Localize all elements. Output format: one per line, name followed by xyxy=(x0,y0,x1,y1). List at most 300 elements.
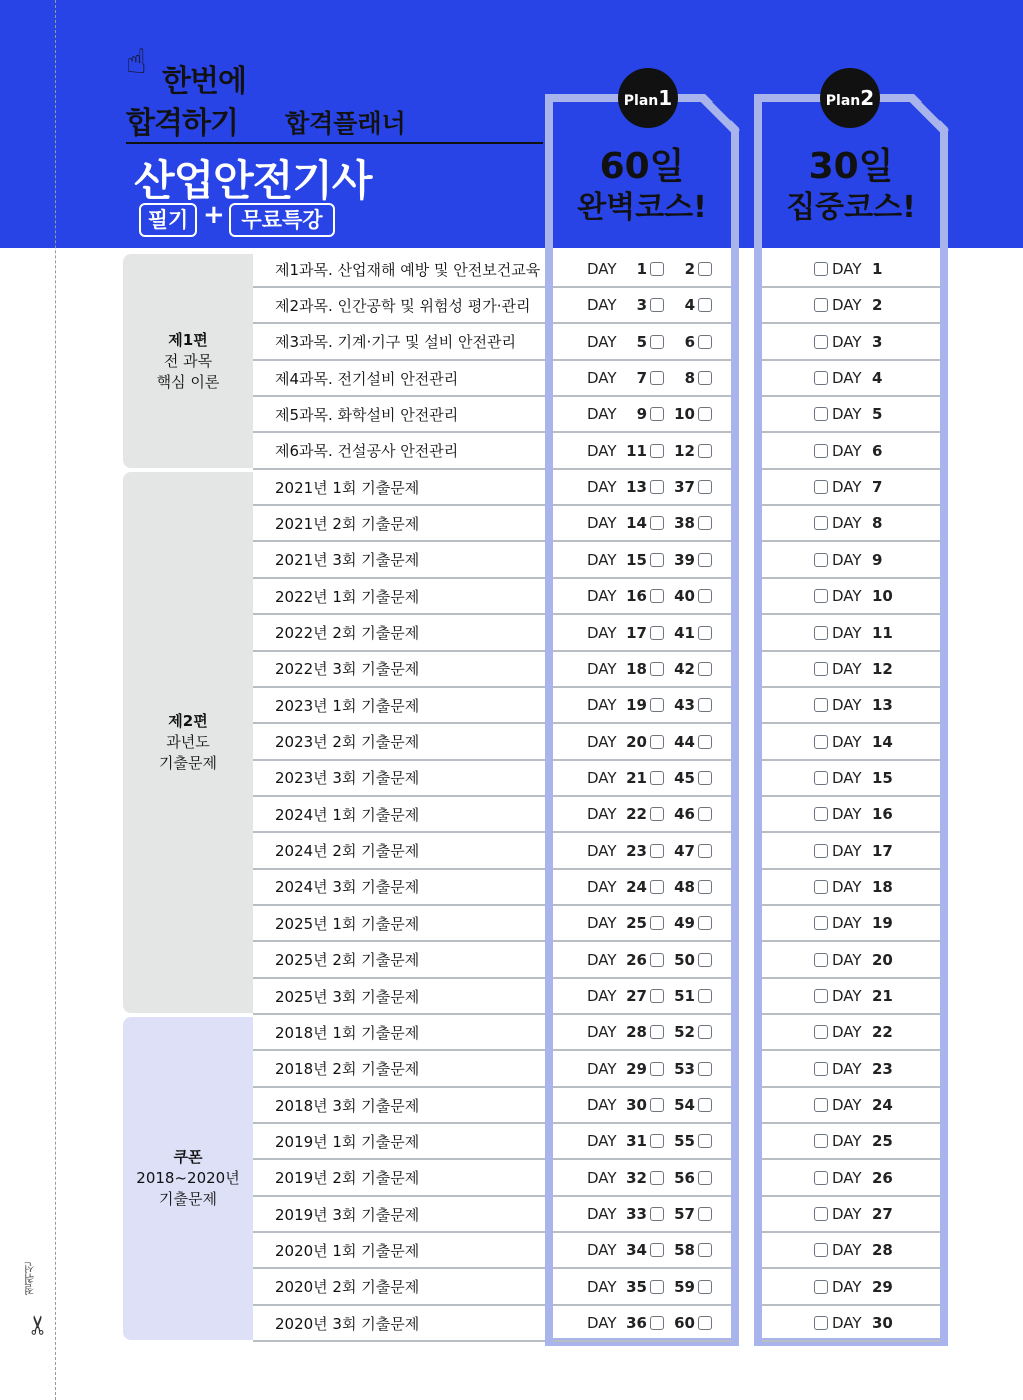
day-number: 41 xyxy=(674,623,695,642)
brand-line2: 합격하기 xyxy=(126,106,238,141)
checkbox[interactable] xyxy=(650,1280,664,1294)
day-number: 25 xyxy=(626,914,647,933)
checkbox[interactable] xyxy=(650,771,664,785)
checkbox[interactable] xyxy=(698,262,712,276)
subject-label: 제1과목. 산업재해 예방 및 안전보건교육 xyxy=(275,260,541,279)
plan2-row xyxy=(762,1233,940,1269)
plan1-row xyxy=(553,1233,731,1269)
subject-row xyxy=(253,870,545,906)
day-number: 24 xyxy=(872,1096,893,1115)
day-label: DAY xyxy=(587,914,617,933)
day-number: 60 xyxy=(674,1314,695,1333)
day-label: DAY xyxy=(587,841,617,860)
checkbox[interactable] xyxy=(698,844,712,858)
plan1-row xyxy=(553,579,731,615)
day-label: DAY xyxy=(587,1023,617,1042)
day-label: DAY xyxy=(832,1205,862,1224)
plan1-row xyxy=(553,761,731,797)
subject-label: 2019년 1회 기출문제 xyxy=(275,1132,420,1151)
day-number: 42 xyxy=(674,659,695,678)
checkbox[interactable] xyxy=(698,953,712,967)
plan2-row xyxy=(762,434,940,470)
checkbox[interactable] xyxy=(698,1280,712,1294)
day-label: DAY xyxy=(587,1096,617,1115)
day-number: 38 xyxy=(674,514,695,533)
day-label: DAY xyxy=(587,696,617,715)
checkbox[interactable] xyxy=(650,698,664,712)
day-label: DAY xyxy=(832,1277,862,1296)
checkbox[interactable] xyxy=(814,516,828,530)
checkbox[interactable] xyxy=(814,844,828,858)
plan1-row xyxy=(553,943,731,979)
day-number: 46 xyxy=(674,805,695,824)
checkbox[interactable] xyxy=(698,1207,712,1221)
subject-label: 2019년 2회 기출문제 xyxy=(275,1169,420,1188)
day-number: 28 xyxy=(626,1023,647,1042)
plan2-row xyxy=(762,397,940,433)
brand-line1: 한번에 xyxy=(162,64,246,99)
plan1-badge: Plan1 xyxy=(618,68,678,128)
checkbox[interactable] xyxy=(814,1243,828,1257)
day-label: DAY xyxy=(832,550,862,569)
day-label: DAY xyxy=(587,514,617,533)
checkbox[interactable] xyxy=(698,662,712,676)
day-number: 58 xyxy=(674,1241,695,1260)
checkbox[interactable] xyxy=(698,880,712,894)
page-title: 산업안전기사 xyxy=(134,156,372,205)
subject-label: 2019년 3회 기출문제 xyxy=(275,1205,420,1224)
subject-label: 제4과목. 전기설비 안전관리 xyxy=(275,369,459,388)
checkbox[interactable] xyxy=(650,989,664,1003)
checkbox[interactable] xyxy=(814,1134,828,1148)
checkbox[interactable] xyxy=(650,516,664,530)
checkbox[interactable] xyxy=(814,1025,828,1039)
checkbox[interactable] xyxy=(650,1316,664,1330)
day-number: 19 xyxy=(626,696,647,715)
plan1-row xyxy=(553,506,731,542)
day-number: 4 xyxy=(684,296,695,315)
plan1-title xyxy=(545,146,739,228)
plan2-row xyxy=(762,616,940,652)
plan1-row xyxy=(553,1052,731,1088)
subject-label: 2021년 3회 기출문제 xyxy=(275,551,420,570)
plan2-row xyxy=(762,1088,940,1124)
day-label: DAY xyxy=(832,841,862,860)
checkbox[interactable] xyxy=(698,989,712,1003)
subject-row xyxy=(253,834,545,870)
day-label: DAY xyxy=(587,805,617,824)
day-label: DAY xyxy=(832,914,862,933)
checkbox[interactable] xyxy=(814,371,828,385)
plan1-row xyxy=(553,1161,731,1197)
checkbox[interactable] xyxy=(650,662,664,676)
checkbox[interactable] xyxy=(650,1207,664,1221)
day-number: 39 xyxy=(674,550,695,569)
plan1-row xyxy=(553,834,731,870)
day-label: DAY xyxy=(832,696,862,715)
checkbox[interactable] xyxy=(814,335,828,349)
checkbox[interactable] xyxy=(650,298,664,312)
day-label: DAY xyxy=(587,1241,617,1260)
checkbox[interactable] xyxy=(650,553,664,567)
day-number: 6 xyxy=(872,441,883,460)
checkbox[interactable] xyxy=(814,298,828,312)
subject-label: 2025년 3회 기출문제 xyxy=(275,987,420,1006)
checkbox[interactable] xyxy=(650,1062,664,1076)
subject-row xyxy=(253,1233,545,1269)
plan2-row xyxy=(762,543,940,579)
subject-label: 2018년 3회 기출문제 xyxy=(275,1096,420,1115)
day-number: 51 xyxy=(674,987,695,1005)
checkbox[interactable] xyxy=(698,1025,712,1039)
checkbox[interactable] xyxy=(698,807,712,821)
day-number: 26 xyxy=(872,1168,893,1187)
day-label: DAY xyxy=(587,369,617,388)
day-number: 8 xyxy=(684,369,695,388)
checkbox[interactable] xyxy=(650,626,664,640)
checkbox[interactable] xyxy=(698,335,712,349)
subject-label: 2023년 2회 기출문제 xyxy=(275,733,420,752)
plus-sign: + xyxy=(203,200,225,230)
subject-row xyxy=(253,943,545,979)
subject-label: 2022년 1회 기출문제 xyxy=(275,587,420,606)
checkbox[interactable] xyxy=(814,626,828,640)
checkbox[interactable] xyxy=(650,407,664,421)
day-number: 47 xyxy=(674,841,695,860)
day-label: DAY xyxy=(587,877,617,896)
day-number: 14 xyxy=(872,732,893,751)
subject-row xyxy=(253,1306,545,1342)
day-number: 23 xyxy=(626,841,647,860)
checkbox[interactable] xyxy=(650,371,664,385)
day-label: DAY xyxy=(832,1059,862,1078)
day-label: DAY xyxy=(832,260,862,278)
day-label: DAY xyxy=(832,732,862,751)
plan1-row xyxy=(553,252,731,288)
checkbox[interactable] xyxy=(814,1316,828,1330)
day-label: DAY xyxy=(587,1132,617,1151)
checkbox[interactable] xyxy=(698,626,712,640)
subject-row xyxy=(253,506,545,542)
day-number: 49 xyxy=(674,914,695,933)
day-label: DAY xyxy=(587,441,617,460)
checkbox[interactable] xyxy=(698,444,712,458)
subject-row xyxy=(253,797,545,833)
plan1-row xyxy=(553,470,731,506)
day-label: DAY xyxy=(832,514,862,533)
checkbox[interactable] xyxy=(698,589,712,603)
plan1-row xyxy=(553,906,731,942)
day-label: DAY xyxy=(832,1132,862,1151)
checkbox[interactable] xyxy=(650,880,664,894)
plan2-row xyxy=(762,1052,940,1088)
day-label: DAY xyxy=(587,950,617,969)
checkbox[interactable] xyxy=(814,989,828,1003)
day-number: 9 xyxy=(872,550,883,569)
subject-label: 2024년 1회 기출문제 xyxy=(275,805,420,824)
checkbox[interactable] xyxy=(650,1025,664,1039)
day-number: 53 xyxy=(674,1059,695,1078)
day-number: 44 xyxy=(674,732,695,751)
day-number: 1 xyxy=(636,260,647,278)
plan1-row xyxy=(553,1306,731,1342)
checkbox[interactable] xyxy=(814,553,828,567)
day-label: DAY xyxy=(832,950,862,969)
badge-written-exam: 필기 xyxy=(139,203,197,237)
day-number: 3 xyxy=(872,332,883,351)
checkbox[interactable] xyxy=(698,1171,712,1185)
day-number: 15 xyxy=(872,768,893,787)
subject-row xyxy=(253,906,545,942)
checkbox[interactable] xyxy=(814,1171,828,1185)
day-number: 9 xyxy=(636,405,647,424)
checkbox[interactable] xyxy=(698,371,712,385)
day-label: DAY xyxy=(832,1168,862,1187)
subject-row xyxy=(253,1270,545,1306)
checkbox[interactable] xyxy=(650,1134,664,1148)
subject-label: 2021년 1회 기출문제 xyxy=(275,478,420,497)
checkbox[interactable] xyxy=(814,444,828,458)
plan2-title xyxy=(754,146,948,228)
checkbox[interactable] xyxy=(698,516,712,530)
checkbox[interactable] xyxy=(698,1316,712,1330)
day-number: 10 xyxy=(872,587,893,606)
plan1-row xyxy=(553,688,731,724)
subject-row xyxy=(253,688,545,724)
day-label: DAY xyxy=(832,1096,862,1115)
section-subtitle: 기출문제 xyxy=(159,1190,217,1209)
checkbox[interactable] xyxy=(650,262,664,276)
plan1-row xyxy=(553,725,731,761)
day-number: 56 xyxy=(674,1168,695,1187)
subject-row xyxy=(253,325,545,361)
checkbox[interactable] xyxy=(650,480,664,494)
subject-row xyxy=(253,397,545,433)
day-number: 24 xyxy=(626,877,647,896)
plan2-row xyxy=(762,761,940,797)
checkbox[interactable] xyxy=(698,480,712,494)
day-number: 10 xyxy=(674,405,695,424)
checkbox[interactable] xyxy=(650,735,664,749)
subject-row xyxy=(253,725,545,761)
plan2-row xyxy=(762,979,940,1015)
day-number: 30 xyxy=(872,1314,893,1333)
day-number: 28 xyxy=(872,1241,893,1260)
subject-label: 2025년 2회 기출문제 xyxy=(275,951,420,970)
day-number: 27 xyxy=(626,987,647,1005)
day-number: 21 xyxy=(626,768,647,787)
checkbox[interactable] xyxy=(814,771,828,785)
checkbox[interactable] xyxy=(650,844,664,858)
plan2-row xyxy=(762,797,940,833)
checkbox[interactable] xyxy=(698,916,712,930)
plan2-row xyxy=(762,943,940,979)
cut-line xyxy=(55,0,56,1400)
plan2-row xyxy=(762,470,940,506)
checkbox[interactable] xyxy=(698,1098,712,1112)
day-number: 11 xyxy=(626,441,647,460)
subject-row xyxy=(253,288,545,324)
checkbox[interactable] xyxy=(698,735,712,749)
subject-label: 2024년 2회 기출문제 xyxy=(275,842,420,861)
day-number: 26 xyxy=(626,950,647,969)
day-number: 37 xyxy=(674,478,695,497)
day-number: 52 xyxy=(674,1023,695,1042)
plan2-row xyxy=(762,1270,940,1306)
day-label: DAY xyxy=(587,623,617,642)
checkbox[interactable] xyxy=(814,1062,828,1076)
checkbox[interactable] xyxy=(698,407,712,421)
day-number: 8 xyxy=(872,514,883,533)
checkbox[interactable] xyxy=(814,735,828,749)
day-number: 29 xyxy=(626,1059,647,1078)
day-label: DAY xyxy=(587,987,617,1005)
subject-row xyxy=(253,652,545,688)
checkbox[interactable] xyxy=(814,1207,828,1221)
day-label: DAY xyxy=(587,732,617,751)
checkbox[interactable] xyxy=(650,1098,664,1112)
subject-row xyxy=(253,616,545,652)
checkbox[interactable] xyxy=(650,589,664,603)
checkbox[interactable] xyxy=(650,916,664,930)
day-number: 7 xyxy=(872,478,883,497)
day-number: 29 xyxy=(872,1277,893,1296)
checkbox[interactable] xyxy=(650,953,664,967)
plan1-row xyxy=(553,397,731,433)
plan1-row xyxy=(553,288,731,324)
plan2-row xyxy=(762,688,940,724)
plan2-row xyxy=(762,579,940,615)
day-number: 13 xyxy=(872,696,893,715)
subject-label: 2024년 3회 기출문제 xyxy=(275,878,420,897)
checkbox[interactable] xyxy=(814,698,828,712)
day-number: 55 xyxy=(674,1132,695,1151)
subject-label: 2023년 1회 기출문제 xyxy=(275,696,420,715)
day-number: 18 xyxy=(626,659,647,678)
checkbox[interactable] xyxy=(698,553,712,567)
checkbox[interactable] xyxy=(698,298,712,312)
subject-label: 2020년 2회 기출문제 xyxy=(275,1278,420,1297)
plan2-course: 집중코스! xyxy=(786,190,916,225)
plan1-row xyxy=(553,1197,731,1233)
plan2-row xyxy=(762,725,940,761)
subject-row xyxy=(253,1088,545,1124)
checkbox[interactable] xyxy=(650,1171,664,1185)
checkbox[interactable] xyxy=(650,444,664,458)
plan2-row xyxy=(762,1124,940,1160)
day-number: 45 xyxy=(674,768,695,787)
plan2-row xyxy=(762,1197,940,1233)
checkbox[interactable] xyxy=(814,480,828,494)
section-subtitle: 과년도 xyxy=(166,733,210,752)
day-number: 5 xyxy=(636,332,647,351)
checkbox[interactable] xyxy=(650,335,664,349)
day-label: DAY xyxy=(587,1314,617,1333)
day-number: 35 xyxy=(626,1277,647,1296)
subject-label: 2018년 1회 기출문제 xyxy=(275,1023,420,1042)
checkbox[interactable] xyxy=(814,407,828,421)
day-number: 19 xyxy=(872,914,893,933)
day-label: DAY xyxy=(587,1168,617,1187)
checkbox[interactable] xyxy=(698,1062,712,1076)
checkbox[interactable] xyxy=(698,698,712,712)
plan2-row xyxy=(762,288,940,324)
subject-label: 2020년 1회 기출문제 xyxy=(275,1241,420,1260)
subject-label: 2023년 3회 기출문제 xyxy=(275,769,420,788)
subject-row xyxy=(253,979,545,1015)
checkbox[interactable] xyxy=(814,916,828,930)
section-subtitle: 기출문제 xyxy=(159,754,217,773)
checkbox[interactable] xyxy=(814,589,828,603)
scissors-icon: ✂ xyxy=(23,1314,54,1336)
day-number: 12 xyxy=(674,441,695,460)
plan1-days: 60일 xyxy=(599,146,685,187)
checkbox[interactable] xyxy=(698,1243,712,1257)
checkbox[interactable] xyxy=(814,262,828,276)
checkbox[interactable] xyxy=(650,807,664,821)
checkbox[interactable] xyxy=(814,807,828,821)
section-subtitle: 2018~2020년 xyxy=(136,1169,240,1188)
day-number: 30 xyxy=(626,1096,647,1115)
section-subtitle: 전 과목 xyxy=(163,351,213,370)
day-label: DAY xyxy=(832,1241,862,1260)
day-label: DAY xyxy=(832,405,862,424)
day-number: 50 xyxy=(674,950,695,969)
day-number: 20 xyxy=(872,950,893,969)
plan2-row xyxy=(762,1015,940,1051)
day-number: 17 xyxy=(872,841,893,860)
day-label: DAY xyxy=(832,987,862,1005)
checkbox[interactable] xyxy=(650,1243,664,1257)
day-number: 20 xyxy=(626,732,647,751)
day-number: 34 xyxy=(626,1241,647,1260)
plan2-row xyxy=(762,506,940,542)
checkbox[interactable] xyxy=(814,880,828,894)
checkbox[interactable] xyxy=(698,771,712,785)
day-number: 43 xyxy=(674,696,695,715)
plan1-row xyxy=(553,543,731,579)
day-label: DAY xyxy=(832,369,862,388)
plan1-row xyxy=(553,325,731,361)
plan2-badge: Plan2 xyxy=(820,68,880,128)
checkbox[interactable] xyxy=(814,662,828,676)
plan1-row xyxy=(553,979,731,1015)
cut-line-label: 절취선 xyxy=(23,1262,36,1295)
day-label: DAY xyxy=(587,260,617,278)
title-divider xyxy=(126,142,543,144)
day-number: 16 xyxy=(872,805,893,824)
day-number: 4 xyxy=(872,369,883,388)
subject-label: 2022년 3회 기출문제 xyxy=(275,660,420,679)
day-number: 15 xyxy=(626,550,647,569)
checkbox[interactable] xyxy=(814,1098,828,1112)
subject-label: 제3과목. 기계·기구 및 설비 안전관리 xyxy=(275,333,517,352)
badge-free-lecture: 무료특강 xyxy=(229,203,335,237)
day-number: 54 xyxy=(674,1096,695,1115)
section-head: 제2편 xyxy=(168,712,208,731)
checkbox[interactable] xyxy=(814,1280,828,1294)
day-label: DAY xyxy=(587,1059,617,1078)
day-number: 57 xyxy=(674,1205,695,1224)
day-number: 13 xyxy=(626,478,647,497)
subject-label: 2022년 2회 기출문제 xyxy=(275,624,420,642)
day-number: 6 xyxy=(684,332,695,351)
day-number: 36 xyxy=(626,1314,647,1333)
checkbox[interactable] xyxy=(814,953,828,967)
checkbox[interactable] xyxy=(698,1134,712,1148)
plan1-row xyxy=(553,1088,731,1124)
plan2-row xyxy=(762,252,940,288)
